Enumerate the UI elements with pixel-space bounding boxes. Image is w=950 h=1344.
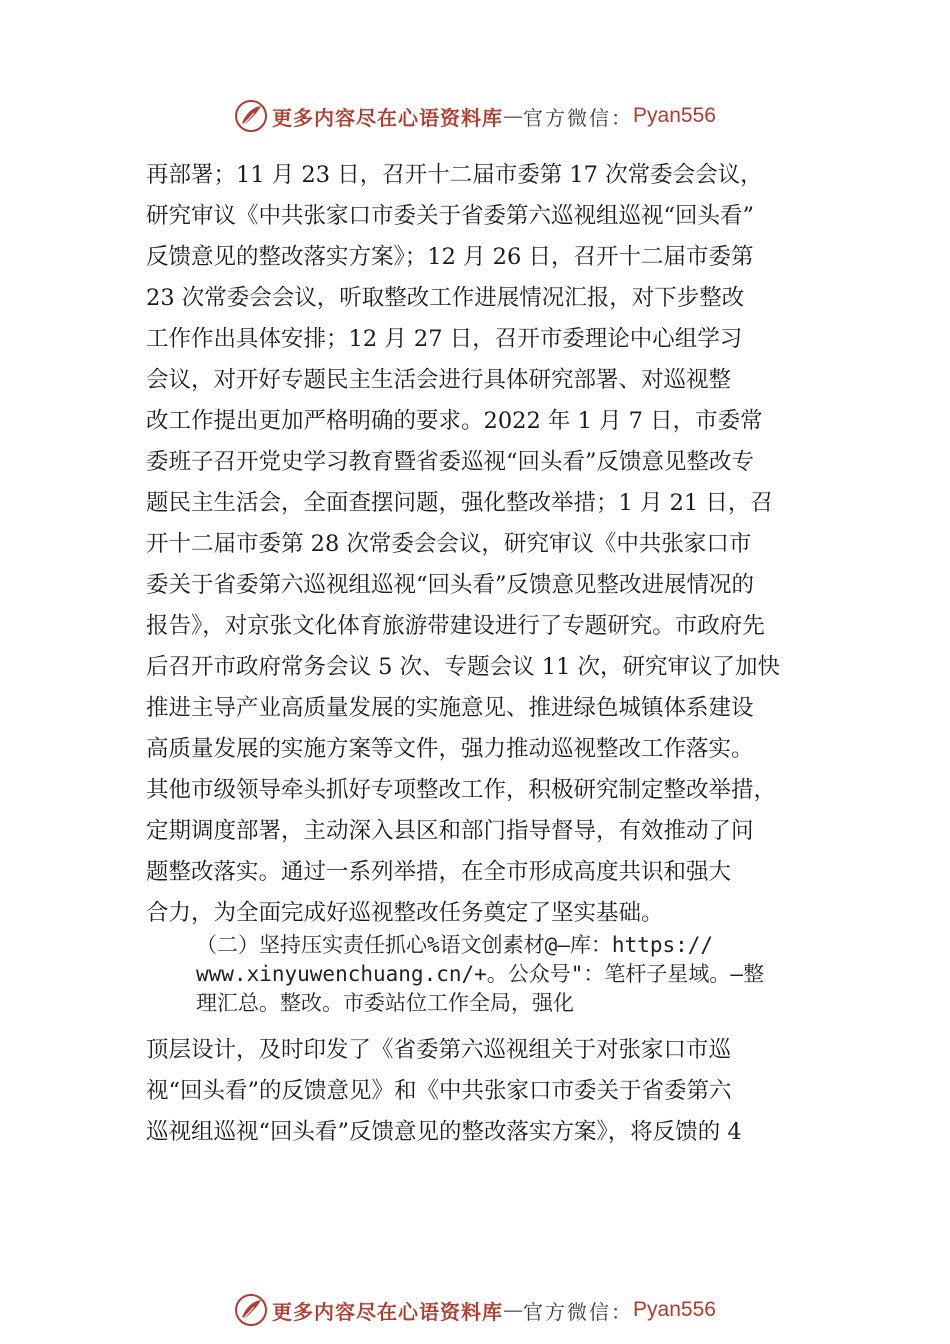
- text-line: 再部署；11 月 23 日，召开十二届市委第 17 次常委会会议，: [146, 162, 763, 188]
- banner-wechat-id: Pyan556: [633, 104, 716, 127]
- quill-logo-icon: [234, 1293, 268, 1327]
- banner-title: 更多内容尽在心语资料库: [272, 1299, 504, 1324]
- text-line: 23 次常委会会议，听取整改工作进展情况汇报，对下步整改: [146, 285, 745, 311]
- text-line: 会议，对开好专题民主生活会进行具体研究部署、对巡视整: [146, 367, 732, 393]
- text-line: 定期调度部署，主动深入县区和部门指导督导，有效推动了问: [146, 818, 754, 844]
- banner-separator: —: [503, 1298, 524, 1322]
- banner-wechat-label: 官方微信：: [523, 105, 634, 130]
- text-line: 报告》，对京张文化体育旅游带建设进行了专题研究。市政府先: [146, 613, 765, 639]
- heading-line: 理汇总。整改。市委站位工作全局，强化: [196, 991, 574, 1015]
- text-line: 委关于省委第六巡视组巡视“回头看”反馈意见整改进展情况的: [146, 572, 755, 598]
- banner-title: 更多内容尽在心语资料库: [272, 105, 504, 130]
- section-heading-block: [196, 931, 846, 1018]
- text-line: 工作作出具体安排；12 月 27 日，召开市委理论中心组学习: [146, 326, 743, 352]
- text-line: 题整改落实。通过一系列举措，在全市形成高度共识和强大: [146, 859, 732, 885]
- heading-line: （二）坚持压实责任抓心%语文创素材@—库：https://: [196, 933, 714, 957]
- text-line: 高质量发展的实施方案等文件，强力推动巡视整改工作落实。: [146, 736, 754, 762]
- body-paragraph-2: [146, 1030, 836, 1153]
- banner-separator: —: [503, 104, 524, 128]
- text-line: 题民主生活会，全面查摆问题，强化整改举措；1 月 21 日，召: [146, 490, 773, 516]
- text-line: 巡视组巡视“回头看”反馈意见的整改落实方案》，将反馈的 4: [146, 1119, 742, 1145]
- text-line: 改工作提出更加严格明确的要求。2022 年 1 月 7 日，市委常: [146, 408, 763, 434]
- heading-line: www.xinyuwenchuang.cn/+。公众号"：笔杆子星域。—整: [196, 962, 765, 986]
- text-line: 推进主导产业高质量发展的实施意见、推进绿色城镇体系建设: [146, 695, 754, 721]
- banner-wechat-id: Pyan556: [633, 1298, 716, 1321]
- body-paragraph-1: [146, 155, 836, 934]
- banner-wechat-label: 官方微信：: [523, 1299, 634, 1324]
- header-watermark-banner: [0, 96, 950, 136]
- text-line: 合力，为全面完成好巡视整改任务奠定了坚实基础。: [146, 900, 664, 926]
- text-line: 反馈意见的整改落实方案》；12 月 26 日，召开十二届市委第: [146, 244, 754, 270]
- text-line: 委班子召开党史学习教育暨省委巡视“回头看”反馈意见整改专: [146, 449, 755, 475]
- text-line: 研究审议《中共张家口市委关于省委第六巡视组巡视“回头看”: [146, 203, 755, 229]
- quill-logo-icon: [234, 99, 268, 133]
- text-line: 开十二届市委第 28 次常委会会议，研究审议《中共张家口市: [146, 531, 752, 557]
- text-line: 顶层设计，及时印发了《省委第六巡视组关于对张家口市巡: [146, 1037, 732, 1063]
- text-line: 其他市级领导牵头抓好专项整改工作，积极研究制定整改举措，: [146, 777, 777, 803]
- footer-watermark-banner: [0, 1290, 950, 1330]
- text-line: 后召开市政府常务会议 5 次、专题会议 11 次，研究审议了加快: [146, 654, 781, 680]
- text-line: 视“回头看”的反馈意见》和《中共张家口市委关于省委第六: [146, 1078, 732, 1104]
